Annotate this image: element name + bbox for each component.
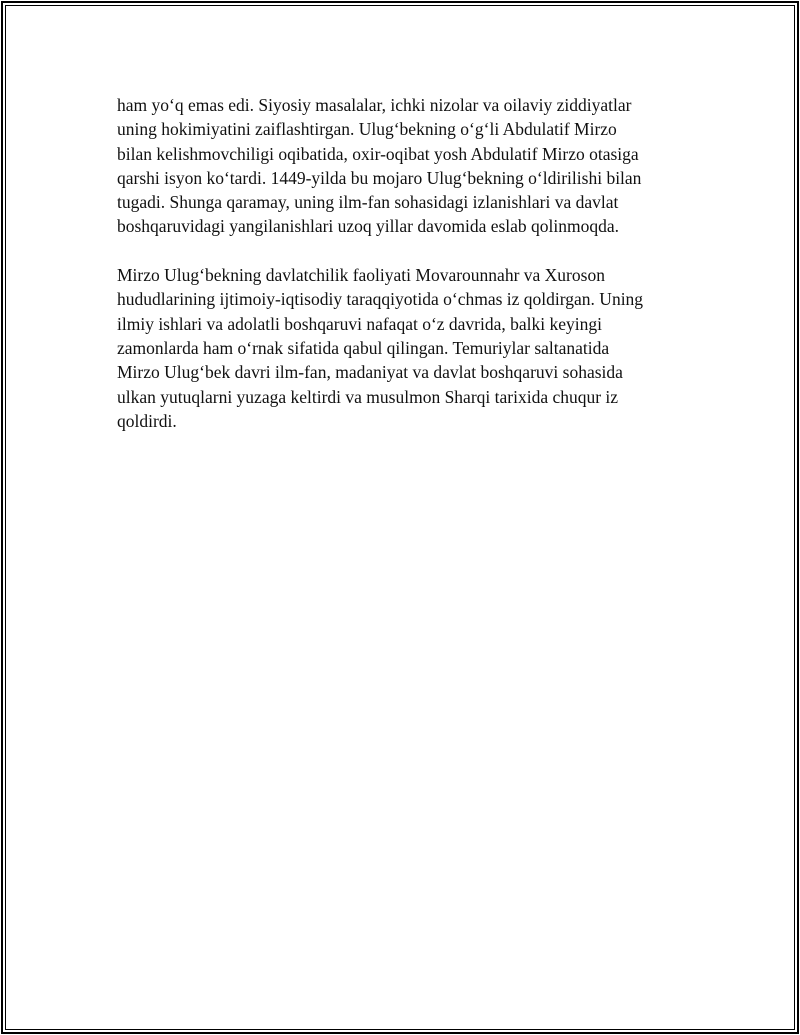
paragraph-line: ulkan yutuqlarni yuzaga keltirdi va musulmon Sharqi tarixida chuqur iz [117,386,619,407]
paragraph-line: bilan kelishmovchiligi oqibatida, oxir-oqibat yosh Abdulatif Mirzo otasiga [117,143,639,164]
paragraph-line: hududlarining ijtimoiy-iqtisodiy taraqqiyotida o‘chmas iz qoldirgan. Uning [117,289,644,310]
paragraph-line: Mirzo Ulug‘bek davri ilm-fan, madaniyat va davlat boshqaruvi sohasida [117,362,623,383]
paragraph-1 [117,93,677,239]
paragraph-line: zamonlarda ham o‘rnak sifatida qabul qilingan. Temuriylar saltanatida [117,337,610,358]
paragraph-line: ham yo‘q emas edi. Siyosiy masalalar, ichki nizolar va oilaviy ziddiyatlar [117,95,632,115]
document-body [117,93,677,433]
paragraph-line: tugadi. Shunga qaramay, uning ilm-fan sohasidagi izlanishlari va davlat [117,192,619,213]
paragraph-line: Mirzo Ulug‘bekning davlatchilik faoliyati Movarounnahr va Xuroson [117,265,605,286]
paragraph-line: uning hokimiyatini zaiflashtirgan. Ulug‘bekning o‘g‘li Abdulatif Mirzo [117,119,617,140]
paragraph-line: ilmiy ishlari va adolatli boshqaruvi nafaqat o‘z davrida, balki keyingi [117,313,603,334]
paragraph-2 [117,263,677,433]
paragraph-line: boshqaruvidagi yangilanishlari uzoq yillar davomida eslab qolinmoqda. [117,216,620,237]
paragraph-spacer [117,239,677,263]
paragraph-line: qarshi isyon ko‘tardi. 1449-yilda bu mojaro Ulug‘bekning o‘ldirilishi bilan [117,167,642,188]
paragraph-line: qoldirdi. [117,410,177,431]
